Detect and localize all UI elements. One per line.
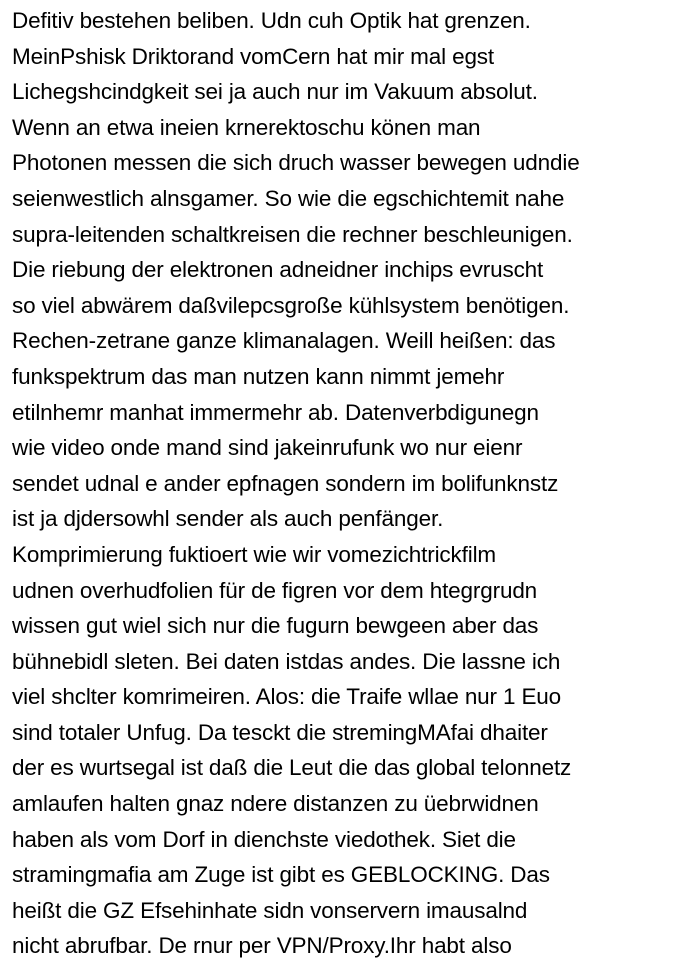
text-line-2: MeinPshisk Driktorand vomCern hat mir mal egst (12, 43, 495, 69)
text-line-19: bühnebidl sleten. Bei daten istdas andes. Die lassne ich (12, 648, 561, 674)
text-line-6: seienwestlich alnsgamer. So wie die egschichtemit nahe (12, 185, 565, 211)
text-line-15: ist ja djdersowhl sender als auch penfänger. (12, 506, 444, 532)
text-line-1: Defitiv bestehen beliben. Udn cuh Optik hat grenzen. (12, 8, 531, 33)
text-line-20: viel shclter komrimeiren. Alos: die Traife wllae nur 1 Euo (12, 684, 562, 710)
text-line-17: udnen overhudfolien für de figren vor dem htegrgrudn (12, 577, 538, 603)
text-line-9: so viel abwärem daßvilepcsgroße kühlsystem benötigen. (12, 292, 570, 318)
text-line-4: Wenn an etwa ineien krnerektoschu könen man (12, 114, 481, 140)
text-line-27: nicht abrufbar. De rnur per VPN/Proxy.Ihr habt also (12, 933, 512, 959)
text-line-8: Die riebung der elektronen adneidner inchips evruscht (12, 257, 544, 283)
text-line-7: supra-leitenden schaltkreisen die rechner beschleunigen. (12, 221, 573, 247)
document-text-body (12, 3, 682, 964)
text-line-10: Rechen-zetrane ganze klimanalagen. Weill heißen: das (12, 328, 556, 354)
text-line-23: amlaufen halten gnaz ndere distanzen zu üebrwidnen (12, 791, 539, 817)
text-line-3: Lichegshcindgkeit sei ja auch nur im Vakuum absolut. (12, 79, 538, 105)
text-line-24: haben als vom Dorf in dienchste viedothek. Siet die (12, 826, 516, 852)
text-line-12: etilnhemr manhat immermehr ab. Datenverbdigunegn (12, 399, 539, 425)
text-line-26: heißt die GZ Efsehinhate sidn vonservern imausalnd (12, 897, 528, 923)
text-line-5: Photonen messen die sich druch wasser bewegen udndie (12, 150, 580, 176)
text-line-18: wissen gut wiel sich nur die fugurn bewgeen aber das (12, 613, 539, 639)
text-line-21: sind totaler Unfug. Da tesckt die stremingMAfai dhaiter (12, 719, 548, 745)
text-line-16: Komprimierung fuktioert wie wir vomezichtrickfilm (12, 541, 497, 567)
text-line-25: stramingmafia am Zuge ist gibt es GEBLOCKING. Das (12, 862, 550, 888)
text-line-13: wie video onde mand sind jakeinrufunk wo nur eienr (12, 435, 523, 461)
text-line-14: sendet udnal e ander epfnagen sondern im bolifunknstz (12, 470, 559, 496)
text-line-22: der es wurtsegal ist daß die Leut die das global telonnetz (12, 755, 572, 781)
text-line-11: funkspektrum das man nutzen kann nimmt jemehr (12, 363, 505, 389)
